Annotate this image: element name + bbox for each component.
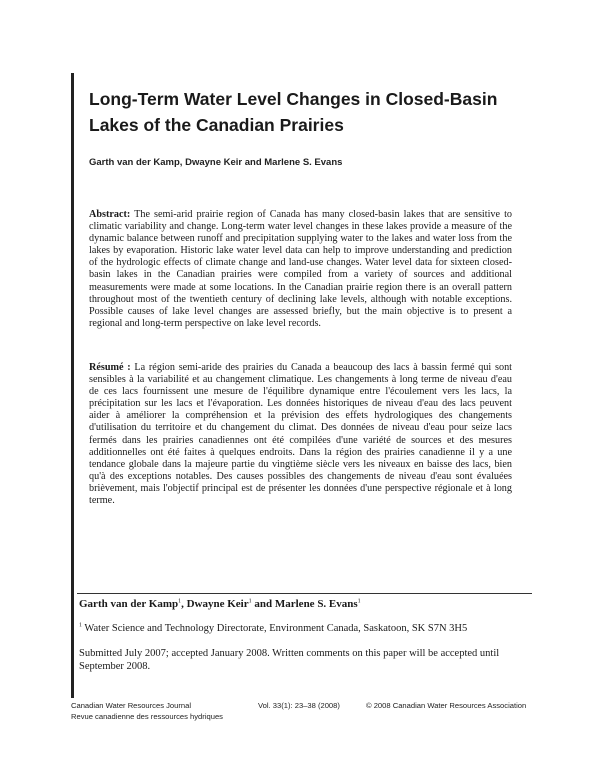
footnote-divider <box>77 593 532 594</box>
footnote-author-1: Garth van der Kamp <box>79 598 179 610</box>
affiliation-sup: 1 <box>79 622 82 629</box>
article-title: Long-Term Water Level Changes in Closed-Basin Lakes of the Canadian Prairies <box>89 89 498 135</box>
footer-volume: Vol. 33(1): 23–38 (2008) <box>258 701 340 710</box>
footnote-sup-3: 1 <box>357 598 361 605</box>
submission-note: Submitted July 2007; accepted January 2008. Written comments on this paper will be accepted until September 2008. <box>79 648 500 672</box>
footnote-affiliation <box>79 623 539 634</box>
abstract-label: Abstract: <box>89 209 131 220</box>
footnote-author-2: , Dwayne Keir <box>181 598 249 610</box>
left-margin-rule <box>71 73 74 698</box>
resume-label: Résumé : <box>89 362 131 373</box>
abstract-text: The semi-arid prairie region of Canada has many closed-basin lakes that are sensitive to climatic variability and change. Long-term water level changes in these lakes provide a measure of the dynamic balance between runoff and precipitation supplying water to the lakes and water loss from the lakes by evaporation. Historic lake water level data can help to improve understanding and prediction of the hydrologic effects of climate change and land-use changes. Water level data for sixteen closed-basin lakes in the Canadian prairies were compiled from a variety of sources and additional measurements were made at some locations. In the Canadian prairie region there is an overall pattern throughout most of the twentieth century of declining lake levels, although with notable exceptions. Possible causes of lake level changes are assessed briefly, but the main objective is to present a regional and long-term perspective on lake level records. <box>89 209 512 329</box>
footnote-author-3: and Marlene S. Evans <box>251 598 358 610</box>
article-authors: Garth van der Kamp, Dwayne Keir and Marlene S. Evans <box>89 157 343 168</box>
footnote-authors <box>79 598 539 610</box>
footnote-sup-1: 1 <box>178 598 182 605</box>
footer-journal <box>71 701 261 722</box>
footnote-sup-2: 1 <box>248 598 252 605</box>
footer-copyright: © 2008 Canadian Water Resources Association <box>366 701 527 710</box>
journal-name-fr: Revue canadienne des ressources hydriques <box>71 711 223 721</box>
affiliation-text: Water Science and Technology Directorate, Environment Canada, Saskatoon, SK S7N 3H5 <box>82 623 468 634</box>
resume-text: La région semi-aride des prairies du Canada a beaucoup des lacs à bassin fermé qui sont sensibles à la variabilité et au changement climatique. Les changements à long terme de niveau d'eau de ces lacs fournissent une mesure de l'équilibre dynamique entre l'écoulement vers les lacs, la précipitation sur les lacs et l'évaporation. Les données historiques de niveau d'eau des lacs peuvent aider à améliorer la compréhension et la prévision des effets hydrologiques des changements d'utilisation du territoire et du changement du climat. Des données de niveau d'eau pour seize lacs fermés dans les prairies canadiennes ont été compilées d'une variété de sources et des mesures additionnelles ont été faites à quelques endroits. Dans la région des prairies canadienne il y a une tendance globale dans la majeure partie du vingtième siècle vers les niveaux en baisse des lacs, bien qu'à des exceptions notables. Des causes possibles des changements de niveau d'eau sont évaluées brièvement, mais l'objectif principal est de présenter les données d'une perspective régionale et à long terme. <box>89 362 512 507</box>
resume-paragraph <box>89 362 512 507</box>
journal-name-en: Canadian Water Resources Journal <box>71 701 192 710</box>
abstract-paragraph <box>89 209 512 330</box>
